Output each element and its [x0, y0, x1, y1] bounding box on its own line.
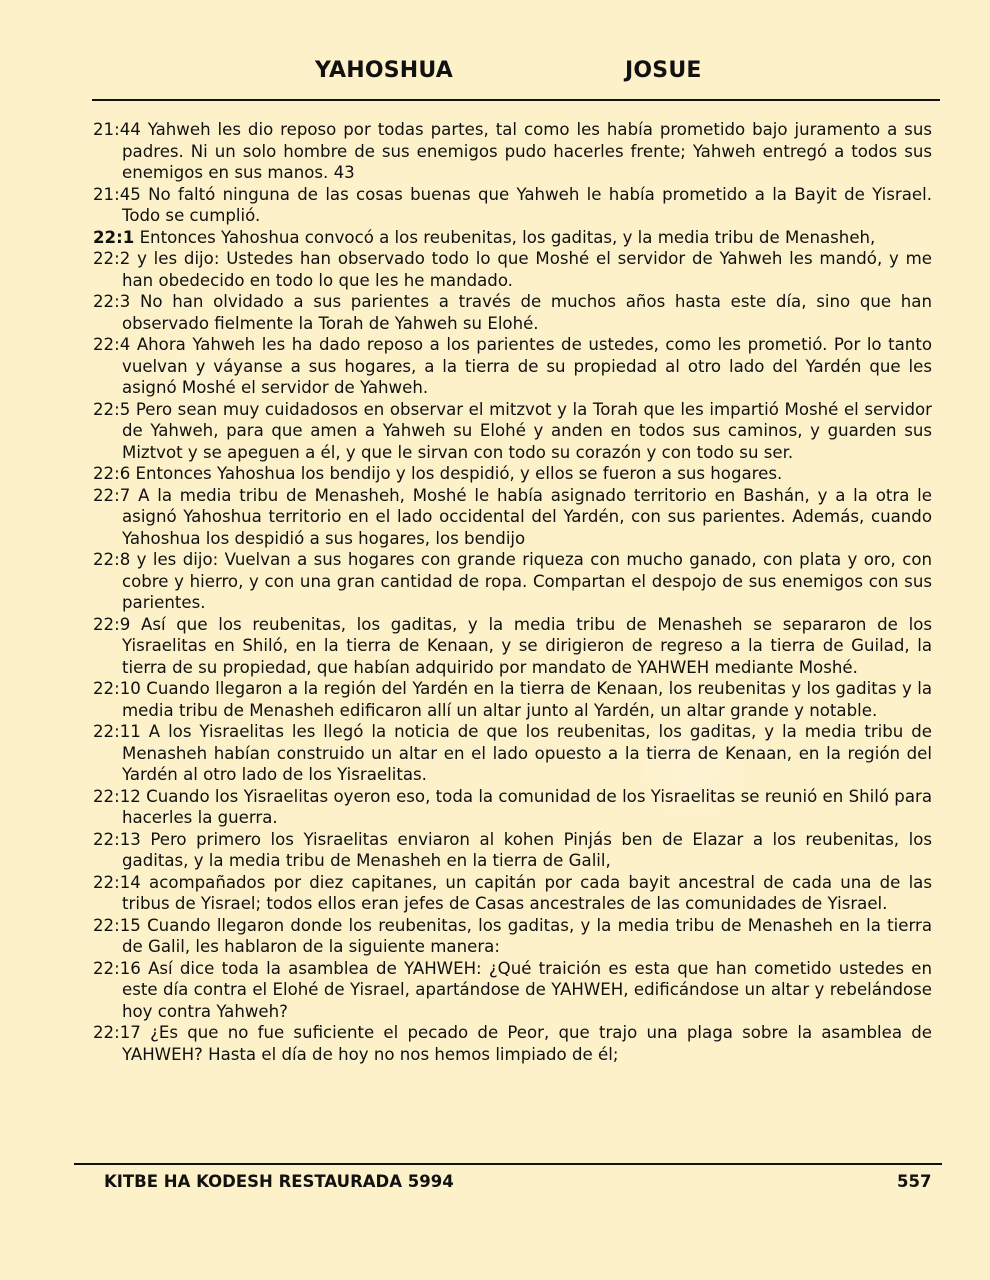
verse-reference: 21:44	[93, 120, 141, 139]
verse	[93, 334, 932, 399]
verse-reference: 22:7	[93, 485, 131, 505]
verse-text: Así dice toda la asamblea de YAHWEH: ¿Qué traición es esta que han cometido ustedes en este día contra el Elohé de Yisrael, apartándose de YAHWEH, edificándose un altar y rebelándose hoy contra Yahweh?	[122, 958, 933, 1021]
verse-reference: 22:16	[93, 958, 141, 978]
verse-text: Cuando llegaron a la región del Yardén en la tierra de Kenaan, los reubenitas y los gaditas y la media tribu de Menasheh edificaron allí un altar junto al Yardén, un altar grande y notable.	[122, 679, 932, 720]
verse	[93, 184, 932, 227]
verse	[93, 958, 932, 1023]
verse-text: A los Yisraelitas les llegó la noticia de que los reubenitas, los gaditas, y la media tribu de Menasheh habían construido un altar en el lado opuesto a la tierra de Kenaan, en la región del Yardén al otro lado de los Yisraelitas.	[122, 722, 933, 784]
verse	[93, 549, 932, 614]
verse-text: y les dijo: Ustedes han observado todo lo que Moshé el servidor de Yahweh les mandó, y me han obedecido en todo lo que les he mandado.	[122, 249, 932, 290]
page-header	[0, 58, 990, 88]
verse-reference: 22:1	[93, 227, 135, 247]
header-book-name-spanish: JOSUE	[625, 58, 702, 83]
verse-reference: 22:17	[93, 1023, 141, 1042]
verse	[93, 227, 932, 249]
verse-text: Ahora Yahweh les ha dado reposo a los parientes de ustedes, como les prometió. Por lo tanto vuelvan y váyanse a sus hogares, a la tierra de su propiedad al otro lado del Yardén que les asignó Moshé el servidor de Yahweh.	[122, 335, 932, 397]
verse-text: Cuando los Yisraelitas oyeron eso, toda la comunidad de los Yisraelitas se reunió en Shiló para hacerles la guerra.	[122, 786, 932, 827]
verse	[93, 721, 932, 786]
verse	[93, 119, 932, 184]
verse-text: Entonces Yahoshua los bendijo y los despidió, y ellos se fueron a sus hogares.	[135, 464, 783, 483]
verse	[93, 829, 932, 872]
footer-divider	[74, 1163, 942, 1165]
verse	[93, 872, 932, 915]
verse-text: Cuando llegaron donde los reubenitas, los gaditas, y la media tribu de Menasheh en la tierra de Galil, les hablaron de la siguiente manera:	[122, 915, 932, 956]
verse-text: Así que los reubenitas, los gaditas, y la media tribu de Menasheh se separaron de los Yisraelitas en Shiló, en la tierra de Kenaan, y se dirigieron de regreso a la tierra de Guilad, la tierra de su propiedad, que habían adquirido por mandato de YAHWEH mediante Moshé.	[122, 614, 932, 677]
verse-reference: 22:8	[93, 550, 131, 569]
verse	[93, 291, 932, 334]
verse-text: y les dijo: Vuelvan a sus hogares con grande riqueza con mucho ganado, con plata y oro, con cobre y hierro, y con una gran cantidad de ropa. Compartan el despojo de sus enemigos con sus parientes.	[122, 550, 932, 612]
verse-reference: 21:45	[93, 184, 141, 204]
verse-reference: 22:12	[93, 786, 141, 806]
verse	[93, 915, 932, 958]
verse	[93, 485, 932, 550]
verse-text: acompañados por diez capitanes, un capitán por cada bayit ancestral de cada una de las tribus de Yisrael; todos ellos eran jefes de Casas ancestrales de las comunidades de Yisrael.	[122, 872, 932, 913]
verse-reference: 22:10	[93, 679, 141, 698]
verse-reference: 22:15	[93, 915, 141, 935]
verse-text: Pero primero los Yisraelitas enviaron al kohen Pinjás ben de Elazar a los reubenitas, los gaditas, y la media tribu de Menasheh en la tierra de Galil,	[122, 829, 932, 870]
verse	[93, 678, 932, 721]
verse-text: Entonces Yahoshua convocó a los reubenitas, los gaditas, y la media tribu de Menasheh,	[139, 227, 876, 247]
page-number: 557	[897, 1172, 932, 1191]
verse	[93, 248, 932, 291]
verse-reference: 22:13	[93, 829, 141, 849]
footer-title: KITBE HA KODESH RESTAURADA 5994	[104, 1172, 454, 1191]
verse	[93, 614, 932, 679]
verse-text: A la media tribu de Menasheh, Moshé le había asignado territorio en Bashán, y a la otra le asignó Yahoshua territorio en el lado occidental del Yardén, con sus parientes. Además, cuando Yahoshua los despidió a sus hogares, los bendijo	[122, 485, 932, 548]
verse-text: Yahweh les dio reposo por todas partes, tal como les había prometido bajo juramento a sus padres. Ni un solo hombre de sus enemigos pudo hacerles frente; Yahweh entregó a todos sus enemigos en sus manos. 43	[122, 120, 932, 182]
verse-text: No faltó ninguna de las cosas buenas que Yahweh le había prometido a la Bayit de Yisrael. Todo se cumplió.	[122, 184, 932, 225]
header-divider	[92, 99, 940, 101]
verse	[93, 399, 932, 464]
verse-text: ¿Es que no fue suficiente el pecado de Peor, que trajo una plaga sobre la asamblea de YAHWEH? Hasta el día de hoy no nos hemos limpiado de él;	[122, 1023, 932, 1064]
verse-text: Pero sean muy cuidadosos en observar el mitzvot y la Torah que les impartió Moshé el servidor de Yahweh, para que amen a Yahweh su Elohé y anden en todos sus caminos, y guarden sus Miztvot y se apeguen a él, y que le sirvan con todo su corazón y con todo su ser.	[122, 399, 932, 462]
verse-reference: 22:2	[93, 249, 131, 268]
verse	[93, 786, 932, 829]
verse-reference: 22:3	[93, 292, 131, 311]
verse-reference: 22:6	[93, 464, 131, 483]
page-footer	[0, 1172, 990, 1196]
verse-reference: 22:11	[93, 722, 141, 741]
verse	[93, 1022, 932, 1065]
verse-reference: 22:14	[93, 872, 141, 892]
verse-text: No han olvidado a sus parientes a través de muchos años hasta este día, sino que han observado fielmente la Torah de Yahweh su Elohé.	[122, 292, 932, 333]
verse-list	[93, 119, 932, 1065]
verse	[93, 463, 932, 485]
header-book-name: YAHOSHUA	[315, 58, 454, 83]
verse-reference: 22:4	[93, 335, 131, 354]
verse-reference: 22:9	[93, 614, 131, 634]
verse-reference: 22:5	[93, 399, 131, 419]
